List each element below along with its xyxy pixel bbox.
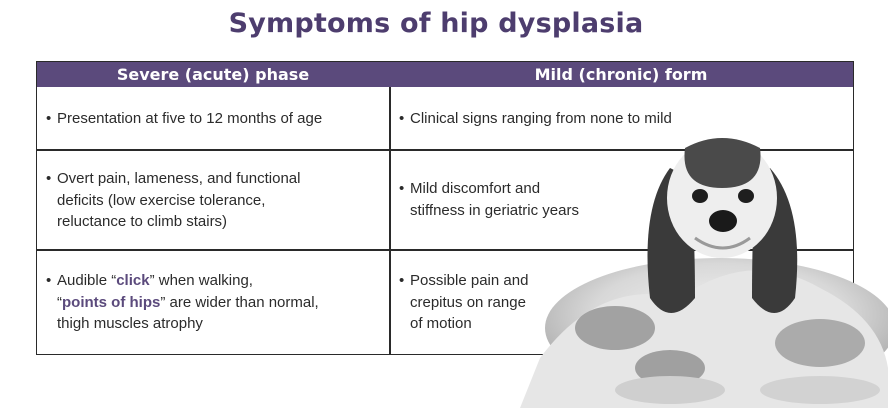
bullet: • xyxy=(46,110,52,127)
bullet: • xyxy=(399,272,405,289)
table-cell-severe-3: • Audible “click” when walking, “points of hips” are wider than normal, thigh muscles atrophy xyxy=(46,272,319,332)
bullet: • xyxy=(399,180,405,197)
page-title: Symptoms of hip dysplasia xyxy=(228,8,644,39)
highlight-points-of-hips: points of hips xyxy=(62,293,161,311)
highlight-click: click xyxy=(116,272,150,289)
bullet: • xyxy=(46,170,52,187)
table-cell-severe-1: • Presentation at five to 12 months of age xyxy=(46,108,376,130)
column-divider xyxy=(389,87,391,355)
column-header-severe: Severe (acute) phase xyxy=(116,65,310,84)
column-header-mild: Mild (chronic) form xyxy=(534,65,708,84)
table-cell-mild-3: • Possible pain and crepitus on range of motion xyxy=(399,272,529,332)
table-header xyxy=(37,62,853,87)
bullet: • xyxy=(46,272,52,289)
table-cell-severe-2: • Overt pain, lameness, and functional deficits (low exercise tolerance, reluctance to climb stairs) xyxy=(46,170,301,230)
dog-photo-icon xyxy=(520,128,888,408)
bullet: • xyxy=(399,110,405,127)
table-cell-mild-1: • Clinical signs ranging from none to mild xyxy=(399,108,839,130)
table-cell-mild-2: • Mild discomfort and stiffness in geriatric years xyxy=(399,180,579,219)
cut-off-text xyxy=(60,399,880,411)
